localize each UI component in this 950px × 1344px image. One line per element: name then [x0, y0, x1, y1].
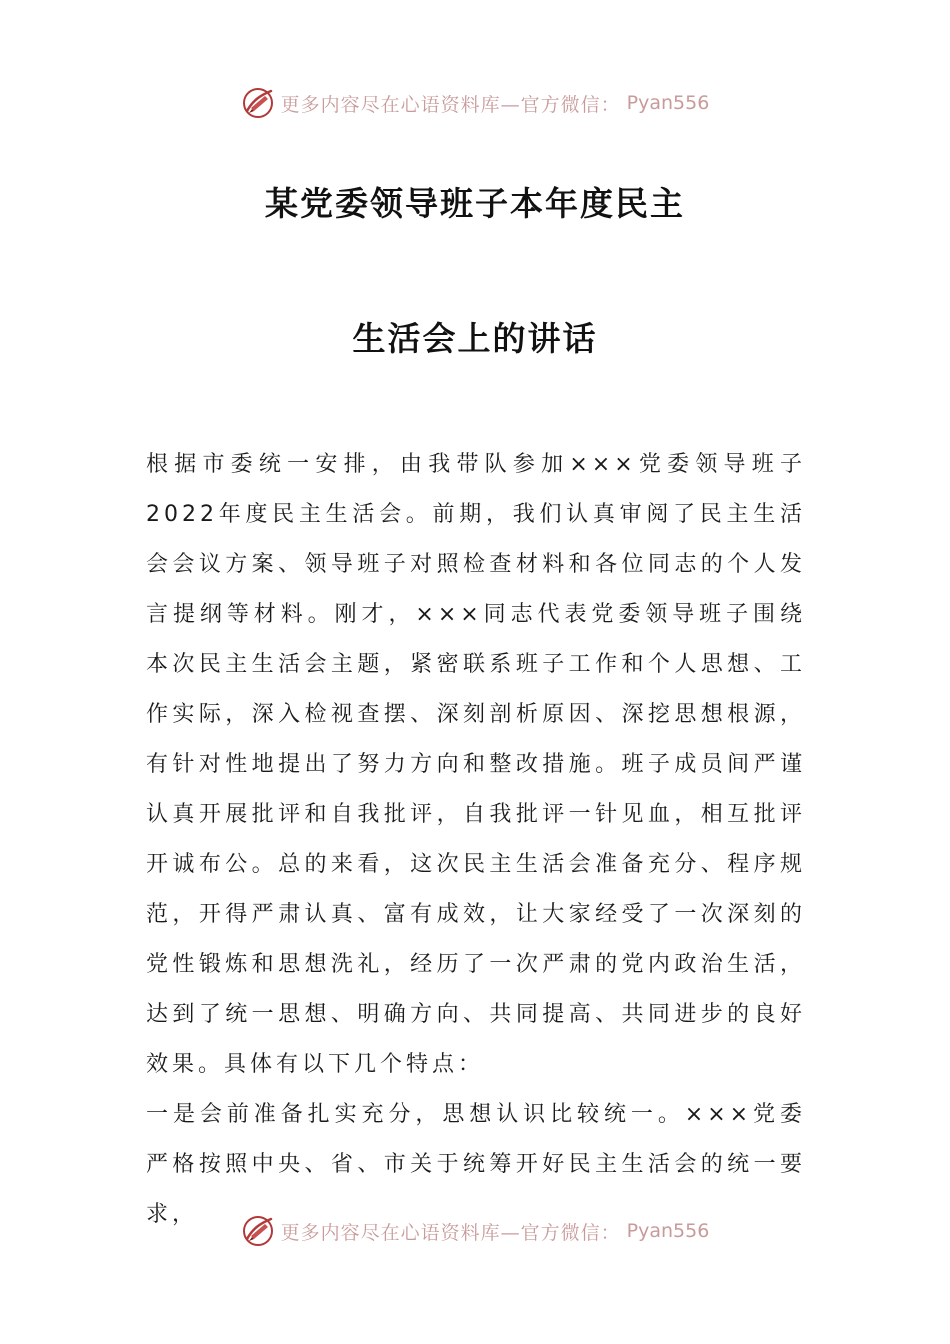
pen-logo-icon — [241, 86, 275, 120]
document-body — [146, 440, 806, 1240]
watermark-header — [0, 83, 950, 123]
watermark-text: 更多内容尽在心语资料库—官方微信： — [280, 93, 621, 116]
body-paragraph: 根据市委统一安排，由我带队参加×××党委领导班子2022年度民主生活会。前期，我们认真审阅了民主生活会会议方案、领导班子对照检查材料和各位同志的个人发言提纲等材料。刚才，×××同志代表党委领导班子围绕本次民主生活会主题，紧密联系班子工作和个人思想、工作实际，深入检视查摆、深刻剖析原因、深挖思想根源，有针对性地提出了努力方向和整改措施。班子成员间严谨认真开展批评和自我批评，自我批评一针见血，相互批评开诚布公。总的来看，这次民主生活会准备充分、程序规范，开得严肃认真、富有成效，让大家经受了一次深刻的党性锻炼和思想洗礼，经历了一次严肃的党内政治生活，达到了统一思想、明确方向、共同提高、共同进步的良好效果。具体有以下几个特点： — [146, 452, 806, 1077]
pen-logo-icon — [241, 1214, 275, 1248]
watermark-text: 更多内容尽在心语资料库—官方微信： — [280, 1221, 621, 1244]
watermark-footer — [0, 1211, 950, 1251]
watermark-wechat-id: Pyan556 — [626, 1220, 710, 1242]
document-title-line-1: 某党委领导班子本年度民主 — [265, 184, 685, 223]
document-title-line-2: 生活会上的讲话 — [352, 319, 598, 358]
watermark-wechat-id: Pyan556 — [626, 92, 710, 114]
body-paragraph: 一是会前准备扎实充分，思想认识比较统一。×××党委严格按照中央、省、市关于统筹开好民主生活会的统一要求， — [146, 1102, 806, 1227]
